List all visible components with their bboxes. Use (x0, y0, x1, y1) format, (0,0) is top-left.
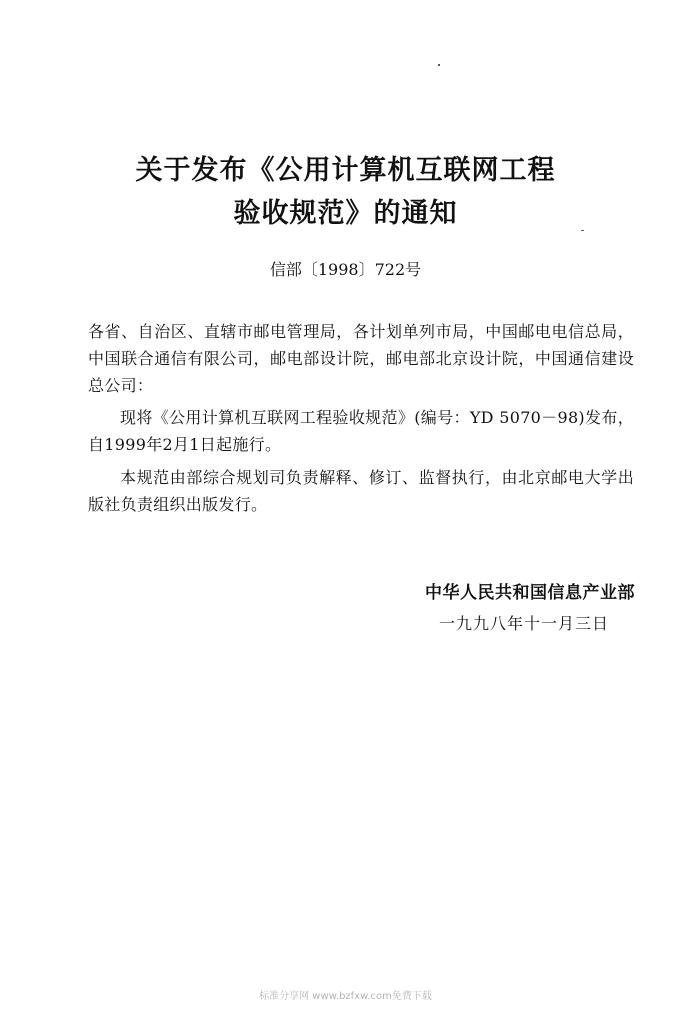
notice-title-line-1: 关于发布《公用计算机互联网工程 (135, 155, 556, 186)
issue-date: 一九九八年十一月三日 (438, 614, 609, 633)
footer-watermark: 标准分享网 www.bzfxw.com免费下载 (259, 991, 432, 1002)
announcement-paragraph: 现将《公用计算机互联网工程验收规范》(编号：YD 5070－98)发布，自1999年2月1日起施行。 (88, 408, 634, 454)
issuing-authority: 中华人民共和国信息产业部 (425, 583, 635, 603)
responsibility-paragraph: 本规范由部综合规划司负责解释、修订、监督执行，由北京邮电大学出版社负责组织出版发行。 (88, 468, 634, 514)
recipients-paragraph: 各省、自治区、直辖市邮电管理局，各计划单列市局，中国邮电电信总局，中国联合通信有限公司，邮电部设计院，邮电部北京设计院，中国通信建设总公司： (88, 322, 634, 395)
notice-title-line-2: 验收规范》的通知 (233, 198, 458, 229)
document-number: 信部〔1998〕722号 (269, 260, 422, 279)
scan-speck (581, 230, 584, 231)
scan-speck (438, 64, 440, 66)
